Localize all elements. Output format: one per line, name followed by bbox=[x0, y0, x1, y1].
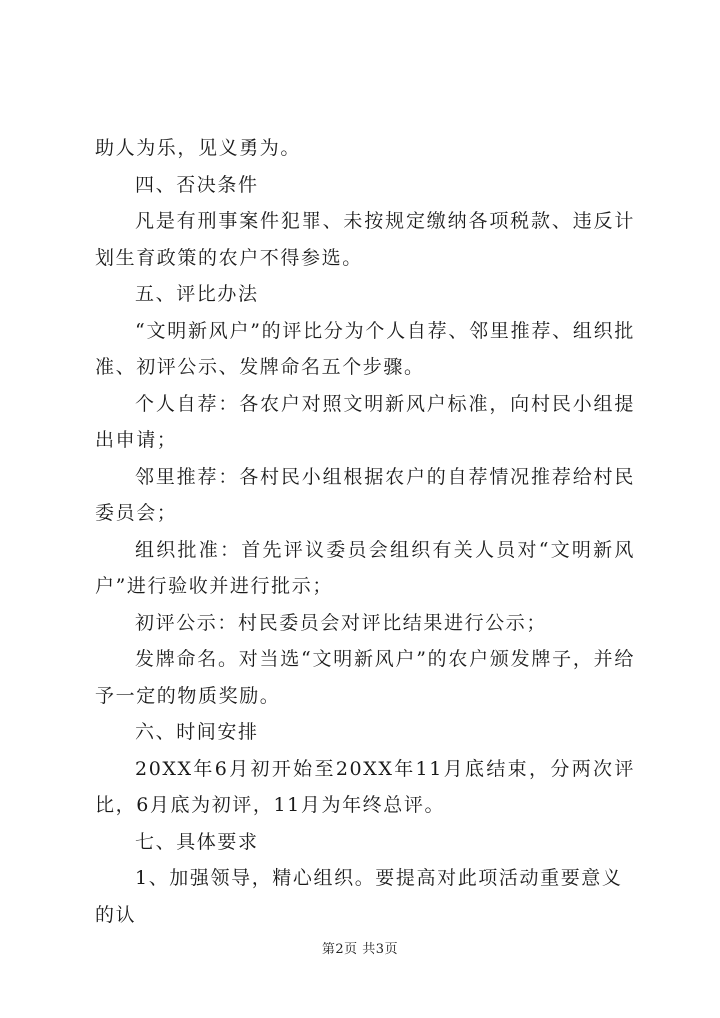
paragraph-organization-approval: 组织批准：首先评议委员会组织有关人员对“文明新风户”进行验收并进行批示； bbox=[95, 538, 635, 597]
section-heading-evaluation-method: 五、评比办法 bbox=[135, 283, 259, 305]
paragraph-award-naming: 发牌命名。对当选“文明新风户”的农户颁发牌子，并给予一定的物质奖励。 bbox=[95, 648, 635, 707]
section-heading-requirements: 七、具体要求 bbox=[135, 830, 259, 853]
paragraph-preliminary-publicity: 初评公示：村民委员会对评比结果进行公示； bbox=[135, 611, 548, 634]
paragraph-neighbor-recommend: 邻里推荐：各村民小组根据农户的自荐情况推荐给村民委员会； bbox=[95, 465, 635, 524]
paragraph-requirement-1: 1、加强领导，精心组织。要提高对此项活动重要意义的认 bbox=[95, 867, 623, 926]
paragraph-continuation: 助人为乐，见义勇为。 bbox=[95, 137, 302, 159]
page-number-label: 第2页 共3页 bbox=[321, 942, 399, 957]
paragraph-evaluation-steps: “文明新风户”的评比分为个人自荐、邻里推荐、组织批准、初评公示、发牌命名五个步骤。 bbox=[95, 319, 635, 378]
paragraph-self-recommend: 个人自荐：各农户对照文明新风户标准，向村民小组提出申请； bbox=[95, 392, 635, 451]
document-body bbox=[95, 130, 635, 933]
section-heading-veto-conditions: 四、否决条件 bbox=[135, 173, 259, 196]
page-footer bbox=[0, 938, 720, 957]
paragraph-veto-rules: 凡是有刑事案件犯罪、未按规定缴纳各项税款、违反计划生育政策的农户不得参选。 bbox=[95, 210, 635, 269]
paragraph-schedule-details: 20XX年6月初开始至20XX年11月底结束，分两次评比，6月底为初评，11月为年终总评。 bbox=[95, 757, 635, 816]
section-heading-schedule: 六、时间安排 bbox=[135, 721, 259, 743]
